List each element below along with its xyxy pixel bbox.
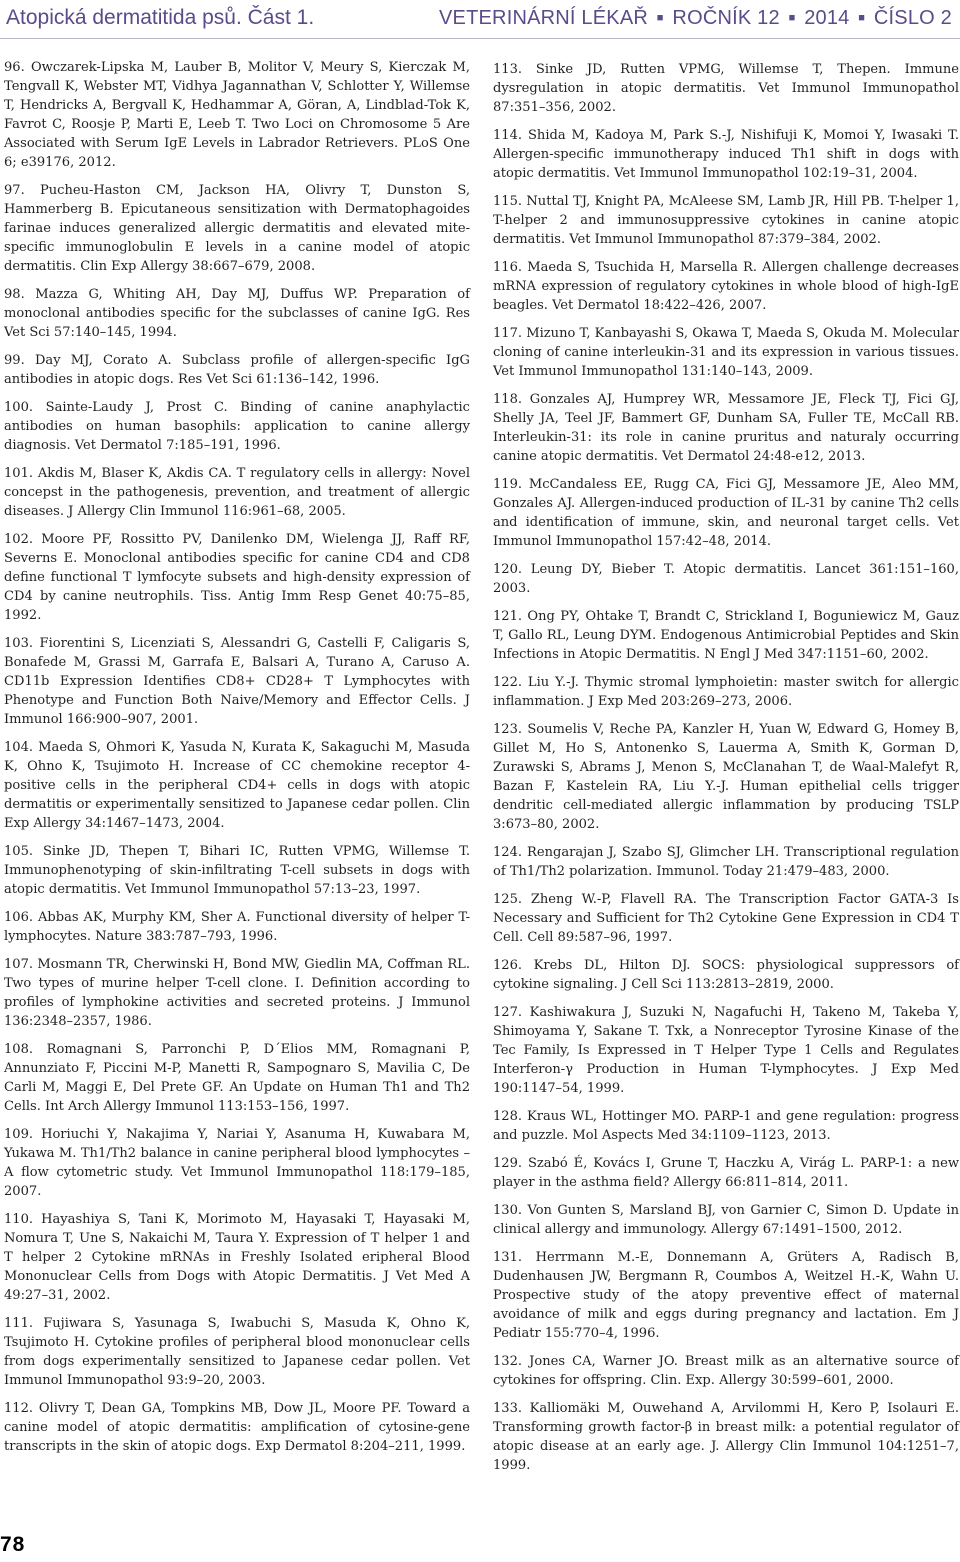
reference-item: 130. Von Gunten S, Marsland BJ, von Garnier C, Simon D. Update in clinical allergy and immunology. Allergy 67:1491–1500, 2012. bbox=[493, 1203, 959, 1237]
page-number: 78 bbox=[0, 1533, 26, 1556]
separator-square: ■ bbox=[858, 12, 866, 24]
reference-item: 105. Sinke JD, Thepen T, Bihari IC, Rutten VPMG, Willemse T. Immunophenotyping of skin-infiltrating T-cell subsets in dogs with atopic dermatitis. Vet Immunol Immunopathol 57:13–23, 1997. bbox=[4, 844, 470, 897]
reference-item: 106. Abbas AK, Murphy KM, Sher A. Functional diversity of helper T-lymphocytes. Nature 383:787–793, 1996. bbox=[4, 910, 470, 944]
reference-item: 114. Shida M, Kadoya M, Park S.-J, Nishifuji K, Momoi Y, Iwasaki T. Allergen-specific immunotherapy induced Th1 shift in dogs with atopic dermatitis. Vet Immunol Immunopathol 102:19–31, 2004. bbox=[493, 128, 959, 181]
reference-item: 117. Mizuno T, Kanbayashi S, Okawa T, Maeda S, Okuda M. Molecular cloning of canine interleukin-31 and its expression in various tissues. Vet Immunol Immunopathol 131:140–143, 2009. bbox=[493, 326, 959, 379]
header-rule bbox=[0, 38, 960, 39]
reference-item: 102. Moore PF, Rossitto PV, Danilenko DM, Wielenga JJ, Raff RF, Severns E. Monoclonal antibodies specific for canine CD4 and CD8 define functional T lymfocyte subsets and high-density expression of CD4 by canine neutrophils. Tiss. Antig Imm Resp Genet 40:75–85, 1992. bbox=[4, 532, 470, 623]
reference-item: 103. Fiorentini S, Licenziati S, Alessandri G, Castelli F, Caligaris S, Bonafede M, Grassi M, Garrafa E, Balsari A, Turano A, Caruso A. CD11b Expression Identifies CD8+ CD28+ T Lymphocytes with Phenotype and Function Both Naive/Memory and Effector Cells. J Immunol 166:900–907, 2001. bbox=[4, 636, 470, 727]
reference-item: 129. Szabó É, Kovács I, Grune T, Haczku A, Virág L. PARP-1: a new player in the asthma field? Allergy 66:811–814, 2011. bbox=[493, 1156, 959, 1190]
volume: ROČNÍK 12 bbox=[672, 7, 780, 29]
reference-item: 118. Gonzales AJ, Humprey WR, Messamore JE, Fleck TJ, Fici GJ, Shelly JA, Teel JF, Bammert GF, Dunham SA, Fuller TE, McCall RB. Interleukin-31: its role in canine pruritus and naturaly occurring canine atopic dermatitis. Vet Dermatol 24:48-e12, 2013. bbox=[493, 392, 959, 464]
references-left-column bbox=[4, 58, 470, 1465]
reference-item: 99. Day MJ, Corato A. Subclass profile of allergen-specific IgG antibodies in atopic dogs. Res Vet Sci 61:136–142, 1996. bbox=[4, 353, 470, 387]
reference-item: 121. Ong PY, Ohtake T, Brandt C, Strickland I, Boguniewicz M, Gauz T, Gallo RL, Leung DYM. Endogenous Antimicrobial Peptides and Skin Infections in Atopic Dermatitis. N Engl J Med 347:1151–60, 2002. bbox=[493, 609, 959, 662]
reference-item: 112. Olivry T, Dean GA, Tompkins MB, Dow JL, Moore PF. Toward a canine model of atopic dermatitis: amplification of cytosine-gene transcripts in the skin of atopic dogs. Exp Dermatol 8:204–211, 1999. bbox=[4, 1401, 470, 1454]
reference-item: 126. Krebs DL, Hilton DJ. SOCS: physiological suppressors of cytokine signaling. J Cell Sci 113:2813–2819, 2000. bbox=[493, 958, 959, 992]
reference-item: 128. Kraus WL, Hottinger MO. PARP-1 and gene regulation: progress and puzzle. Mol Aspects Med 34:1109–1123, 2013. bbox=[493, 1109, 959, 1143]
journal-name: VETERINÁRNÍ LÉKAŘ bbox=[439, 7, 649, 29]
reference-item: 108. Romagnani S, Parronchi P, D´Elios MM, Romagnani P, Annunziato F, Piccini M-P, Manetti R, Sampognaro S, Mavilia C, De Carli M, Maggi E, Del Prete GF. An Update on Human Th1 and Th2 Cells. Int Arch Allergy Immunol 113:153–156, 1997. bbox=[4, 1042, 470, 1114]
reference-item: 132. Jones CA, Warner JO. Breast milk as an alternative source of cytokines for offspring. Clin. Exp. Allergy 30:599–601, 2000. bbox=[493, 1354, 959, 1388]
reference-item: 125. Zheng W.-P, Flavell RA. The Transcription Factor GATA-3 Is Necessary and Sufficient for Th2 Cytokine Gene Expression in CD4 T Cell. Cell 89:587–96, 1997. bbox=[493, 892, 959, 945]
reference-item: 120. Leung DY, Bieber T. Atopic dermatitis. Lancet 361:151–160, 2003. bbox=[493, 562, 959, 596]
article-title: Atopická dermatitida psů. Část 1. bbox=[6, 6, 315, 29]
reference-item: 101. Akdis M, Blaser K, Akdis CA. T regulatory cells in allergy: Novel concepst in the pathogenesis, prevention, and treatment of allergic diseases. J Allergy Clin Immunol 116:961–68, 2005. bbox=[4, 466, 470, 519]
reference-item: 116. Maeda S, Tsuchida H, Marsella R. Allergen challenge decreases mRNA expression of regulatory cytokines in whole blood of high-IgE beagles. Vet Dermatol 18:422–426, 2007. bbox=[493, 260, 959, 313]
reference-item: 107. Mosmann TR, Cherwinski H, Bond MW, Giedlin MA, Coffman RL. Two types of murine helper T-cell clone. I. Definition according to profiles of lymphokine activities and secreted proteins. J Immunol 136:2348–2357, 1986. bbox=[4, 957, 470, 1029]
year: 2014 bbox=[804, 7, 850, 29]
reference-item: 109. Horiuchi Y, Nakajima Y, Nariai Y, Asanuma H, Kuwabara M, Yukawa M. Th1/Th2 balance in canine peripheral blood lymphocytes – A flow cytometric study. Vet Immunol Immunopathol 118:179–185, 2007. bbox=[4, 1127, 470, 1199]
reference-item: 100. Sainte-Laudy J, Prost C. Binding of canine anaphylactic antibodies on human basophils: application to canine allergy diagnosis. Vet Dermatol 7:185–191, 1996. bbox=[4, 400, 470, 453]
reference-item: 110. Hayashiya S, Tani K, Morimoto M, Hayasaki T, Hayasaki M, Nomura T, Une S, Nakaichi M, Taura Y. Expression of T helper 1 and T helper 2 Cytokine mRNAs in Freshly Isolated eripheral Blood Mononuclear Cells from Dogs with Atopic Dermatitis. J Vet Med A 49:27–31, 2002. bbox=[4, 1212, 470, 1303]
reference-item: 113. Sinke JD, Rutten VPMG, Willemse T, Thepen. Immune dysregulation in atopic dermatitis. Vet Immunol Immunopathol 87:351–356, 2002. bbox=[493, 62, 959, 115]
reference-item: 122. Liu Y.-J. Thymic stromal lymphoietin: master switch for allergic inflammation. J Exp Med 203:269–273, 2006. bbox=[493, 675, 959, 709]
references-right-column bbox=[493, 60, 959, 1484]
reference-item: 98. Mazza G, Whiting AH, Day MJ, Duffus WP. Preparation of monoclonal antibodies specific for the subclasses of canine IgG. Res Vet Sci 57:140–145, 1994. bbox=[4, 287, 470, 340]
reference-item: 111. Fujiwara S, Yasunaga S, Iwabuchi S, Masuda K, Ohno K, Tsujimoto H. Cytokine profiles of peripheral blood mononuclear cells from dogs experimentally sensitized to Japanese cedar pollen. Vet Immunol Immunopathol 93:9–20, 2003. bbox=[4, 1316, 470, 1388]
page-header bbox=[0, 0, 960, 40]
reference-item: 127. Kashiwakura J, Suzuki N, Nagafuchi H, Takeno M, Takeba Y, Shimoyama Y, Sakane T. Txk, a Nonreceptor Tyrosine Kinase of the Tec Family, Is Expressed in T Helper Type 1 Cells and Regulates Interferon-γ Production in Human T-lymphocytes. J Exp Med 190:1147–54, 1999. bbox=[493, 1005, 959, 1096]
reference-item: 124. Rengarajan J, Szabo SJ, Glimcher LH. Transcriptional regulation of Th1/Th2 polarization. Immunol. Today 21:479–483, 2000. bbox=[493, 845, 959, 879]
journal-info bbox=[439, 7, 952, 30]
reference-item: 133. Kalliomäki M, Ouwehand A, Arvilommi H, Kero P, Isolauri E. Transforming growth factor-β in breast milk: a potential regulator of atopic disease at an early age. J. Allergy Clin Immunol 104:1251–7, 1999. bbox=[493, 1401, 959, 1473]
separator-square: ■ bbox=[788, 12, 796, 24]
reference-item: 119. McCandaless EE, Rugg CA, Fici GJ, Messamore JE, Aleo MM, Gonzales AJ. Allergen-induced production of IL-31 by canine Th2 cells and identification of immune, skin, and neuronal target cells. Vet Immunol Immunopathol 157:42–48, 2014. bbox=[493, 477, 959, 549]
reference-item: 97. Pucheu-Haston CM, Jackson HA, Olivry T, Dunston S, Hammerberg B. Epicutaneous sensitization with Dermatophagoides farinae induces generalized allergic dermatitis and elevated mite-specific immunoglobulin E levels in a canine model of atopic dermatitis. Clin Exp Allergy 38:667–679, 2008. bbox=[4, 183, 470, 274]
reference-item: 115. Nuttal TJ, Knight PA, McAleese SM, Lamb JR, Hill PB. T-helper 1, T-helper 2 and immunosuppressive cytokines in canine atopic dermatitis. Vet Immunol Immunopathol 87:379–384, 2002. bbox=[493, 194, 959, 247]
reference-item: 104. Maeda S, Ohmori K, Yasuda N, Kurata K, Sakaguchi M, Masuda K, Ohno K, Tsujimoto H. Increase of CC chemokine receptor 4-positive cells in the peripheral CD4+ cells in dogs with atopic dermatitis or experimentally sensitized to Japanese cedar pollen. Clin Exp Allergy 34:1467–1473, 2004. bbox=[4, 740, 470, 831]
reference-item: 123. Soumelis V, Reche PA, Kanzler H, Yuan W, Edward G, Homey B, Gillet M, Ho S, Antonenko S, Lauerma A, Smith K, Gorman D, Zurawski S, Abrams J, Menon S, McClanahan T, de Waal-Malefyt R, Bazan F, Kastelein RA, Liu Y.-J. Human epithelial cells trigger dendritic cell-mediated allergic inflammation by producing TSLP 3:673–80, 2002. bbox=[493, 722, 959, 832]
reference-item: 96. Owczarek-Lipska M, Lauber B, Molitor V, Meury S, Kierczak M, Tengvall K, Webster MT, Vidhya Jagannathan V, Schlotter Y, Willemse T, Hendricks A, Bergvall K, Hedhammar A, Göran, A, Lindblad-Tok K, Favrot C, Roosje P, Marti E, Leeb T. Two Loci on Chromosome 5 Are Associated with Serum IgE Levels in Labrador Retrievers. PLoS One 6; e39176, 2012. bbox=[4, 60, 470, 170]
reference-item: 131. Herrmann M.-E, Donnemann A, Grüters A, Radisch B, Dudenhausen JW, Bergmann R, Coumbos A, Weitzel H.-K, Wahn U. Prospective study of the atopy preventive effect of maternal avoidance of milk and eggs during pregnancy and lactation. Em J Pediatr 155:770–4, 1996. bbox=[493, 1250, 959, 1341]
issue: ČÍSLO 2 bbox=[873, 7, 952, 29]
separator-square: ■ bbox=[656, 12, 664, 24]
